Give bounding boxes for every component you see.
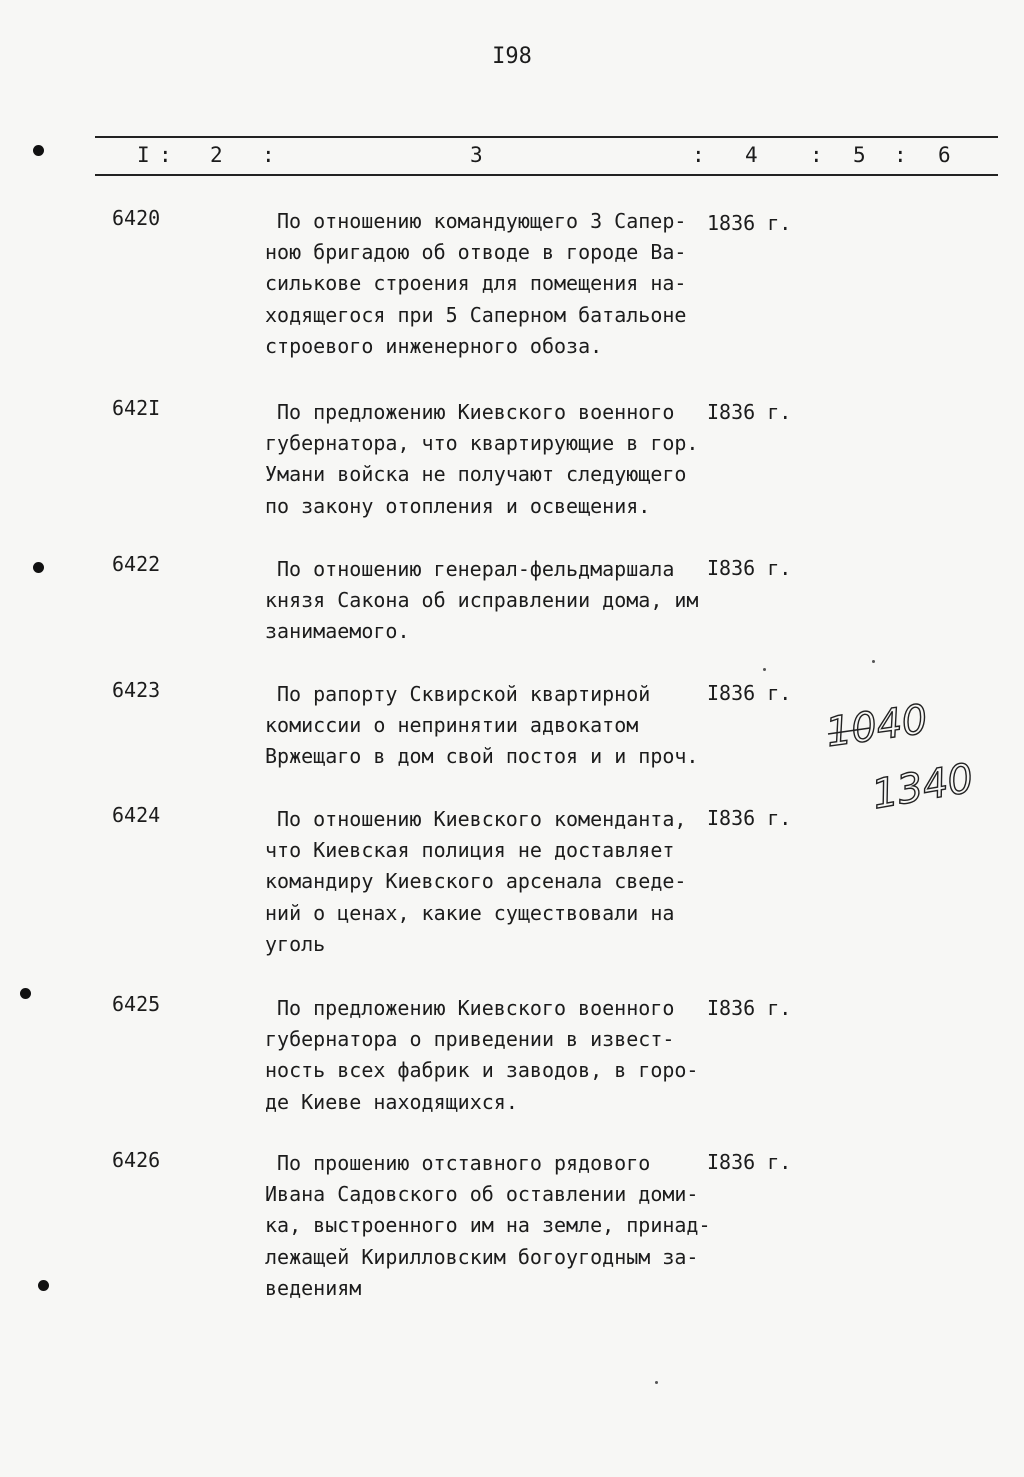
handwritten-annotation-svg xyxy=(812,688,1002,818)
entry-line: По рапорту Сквирской квартирной xyxy=(277,682,651,706)
entry-number: 6424 xyxy=(112,803,161,827)
entry-line: По предложению Киевского военного xyxy=(277,400,675,424)
column-header-4: 4 xyxy=(745,143,758,167)
entry-line: силькове строения для помещения на- xyxy=(265,271,687,296)
table-top-rule xyxy=(95,136,998,138)
column-separator: : xyxy=(692,143,705,167)
entry-line: что Киевская полиция не доставляет xyxy=(265,838,675,863)
column-separator: : xyxy=(810,143,823,167)
column-separator: : xyxy=(159,143,172,167)
column-header-3: 3 xyxy=(470,143,483,167)
entry-year: I836 г. xyxy=(707,556,792,580)
entry-line: По прошению отставного рядового xyxy=(277,1151,651,1175)
entry-number: 6422 xyxy=(112,552,161,576)
entry-year: I836 г. xyxy=(707,681,792,705)
entry-year: I836 г. xyxy=(707,806,792,830)
entry-line: строевого инженерного обоза. xyxy=(265,333,603,358)
entry-number: 642I xyxy=(112,396,161,420)
entry-description xyxy=(265,993,725,1118)
entry-line: ность всех фабрик и заводов, в горо- xyxy=(265,1058,699,1083)
paper-speck xyxy=(763,668,766,671)
paper-speck xyxy=(872,660,875,663)
column-header-6: 6 xyxy=(938,143,951,167)
entry-description xyxy=(265,397,725,522)
column-separator: : xyxy=(894,143,907,167)
entry-line: По отношению генерал-фельдмаршала xyxy=(277,557,675,581)
entry-line: По отношению командующего 3 Сапер- xyxy=(277,209,687,233)
handwritten-annotation xyxy=(812,688,1002,818)
entry-description xyxy=(265,804,725,960)
entry-line: губернатора, что квартирующие в гор. xyxy=(265,431,699,456)
entry-line: комиссии о непринятии адвокатом xyxy=(265,713,639,738)
entry-year: I836 г. xyxy=(707,1150,792,1174)
entry-description xyxy=(265,554,725,648)
column-separator: : xyxy=(262,143,275,167)
margin-punch-mark xyxy=(38,1280,49,1291)
entry-line: По отношению Киевского коменданта, xyxy=(277,807,687,831)
entry-line: де Киеве находящихся. xyxy=(265,1089,518,1114)
entry-line: по закону отопления и освещения. xyxy=(265,493,651,518)
entry-line: губернатора о приведении в извест- xyxy=(265,1027,675,1052)
entry-year: 1836 г. xyxy=(707,211,792,235)
entry-year: I836 г. xyxy=(707,400,792,424)
entry-line: Вржещаго в дом свой постоя и и проч. xyxy=(265,744,699,769)
column-header-2: 2 xyxy=(210,143,223,167)
entry-line: ний о ценах, какие существовали на xyxy=(265,900,675,925)
entry-line: ведениям xyxy=(265,1275,362,1300)
entry-number: 6426 xyxy=(112,1148,161,1172)
margin-punch-mark xyxy=(33,562,44,573)
entry-line: князя Сакона об исправлении дома, им xyxy=(265,588,699,613)
margin-punch-mark xyxy=(33,145,44,156)
handwritten-note-line1: 1040 xyxy=(823,696,931,757)
column-header-5: 5 xyxy=(853,143,866,167)
entry-description xyxy=(265,679,725,773)
page-number: I98 xyxy=(492,44,532,69)
entry-description xyxy=(265,206,725,362)
entry-line: уголь xyxy=(265,931,326,956)
entry-line: ною бригадою об отводе в городе Ва- xyxy=(265,240,687,265)
entry-line: Умани войска не получают следующего xyxy=(265,462,687,487)
entry-description xyxy=(265,1148,725,1304)
entry-line: занимаемого. xyxy=(265,619,410,644)
entry-line: лежащей Кирилловским богоугодным за- xyxy=(265,1244,699,1269)
entry-number: 6425 xyxy=(112,992,161,1016)
entry-line: Ивана Садовского об оставлении доми- xyxy=(265,1182,699,1207)
entry-number: 6420 xyxy=(112,206,161,230)
handwritten-note-line2: 1340 xyxy=(868,755,977,818)
entry-line: ходящегося при 5 Саперном батальоне xyxy=(265,302,687,327)
entry-line: ка, выстроенного им на земле, принад- xyxy=(265,1213,711,1238)
entry-number: 6423 xyxy=(112,678,161,702)
paper-speck xyxy=(655,1381,658,1384)
table-header-rule xyxy=(95,174,998,176)
column-header-1: I xyxy=(137,143,150,167)
entry-line: По предложению Киевского военного xyxy=(277,996,675,1020)
margin-punch-mark xyxy=(20,988,31,999)
entry-year: I836 г. xyxy=(707,996,792,1020)
entry-line: командиру Киевского арсенала сведе- xyxy=(265,869,687,894)
